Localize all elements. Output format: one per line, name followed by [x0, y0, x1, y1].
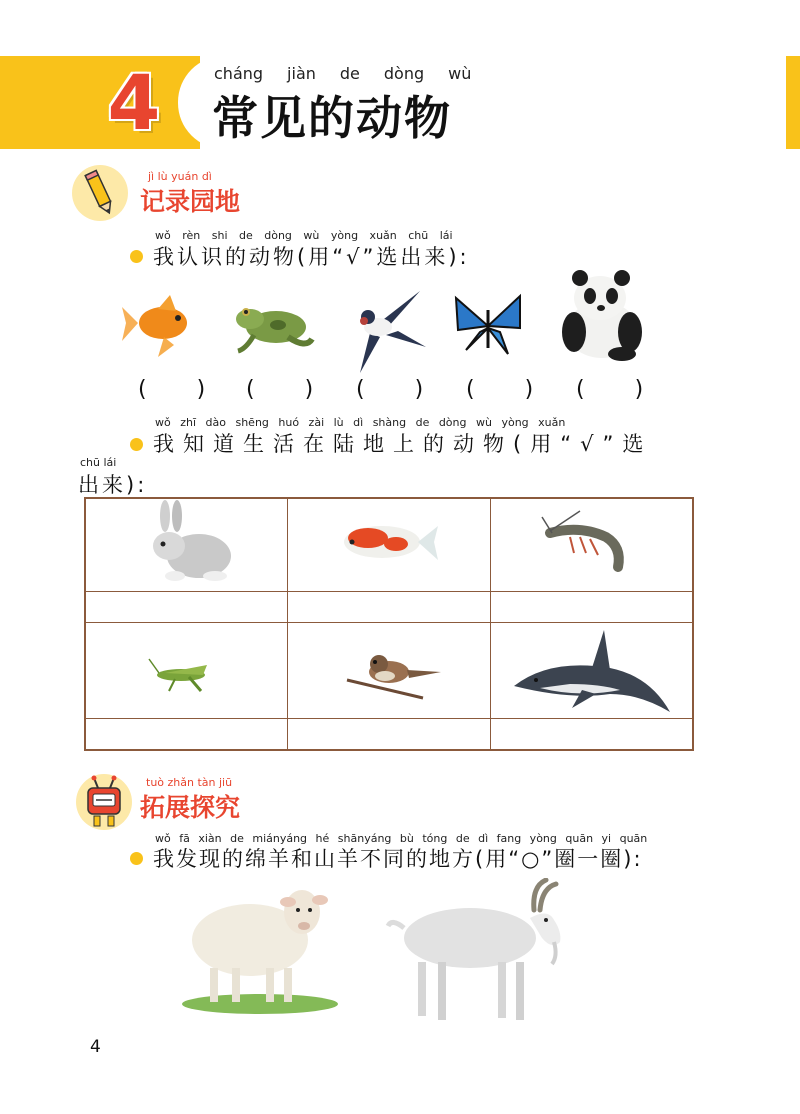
swallow-image — [340, 285, 430, 375]
koi-fish-image — [338, 512, 442, 570]
answer-cell-dolphin[interactable] — [491, 719, 692, 749]
question2-pinyin-line2: chū lái — [80, 456, 117, 469]
answer-cell-shrimp[interactable] — [491, 592, 692, 621]
question2-text-line2: 出来): — [78, 473, 148, 497]
grasshopper-image — [145, 655, 217, 695]
page-number: 4 — [90, 1037, 101, 1057]
question3-text: 我发现的绵羊和山羊不同的地方(用“○”圈一圈): — [153, 847, 643, 871]
goat-image — [382, 878, 582, 1024]
panda-image — [552, 262, 652, 362]
frog-image — [228, 295, 318, 360]
pencil-icon — [72, 165, 128, 221]
butterfly-image — [450, 292, 526, 360]
bullet-dot — [130, 852, 143, 865]
question1-text: 我认识的动物(用“√”选出来): — [153, 245, 470, 269]
answer-blank-swallow[interactable]: ( ) — [356, 377, 426, 402]
answer-blank-panda[interactable]: ( ) — [576, 377, 646, 402]
answer-cell-sparrow[interactable] — [288, 719, 489, 749]
header-banner-edge — [786, 56, 800, 149]
section-record-pinyin: jì lù yuán dì — [148, 170, 212, 183]
answer-cell-koi-fish[interactable] — [288, 592, 489, 621]
table-divider — [287, 497, 288, 751]
answer-cell-rabbit[interactable] — [86, 592, 286, 621]
dolphin-image — [510, 628, 676, 718]
page-title: 常见的动物 — [212, 91, 452, 145]
header-banner — [0, 56, 200, 149]
answer-blank-frog[interactable]: ( ) — [246, 377, 316, 402]
question2-text-line1: 我知道生活在陆地上的动物(用“√”选 — [153, 432, 653, 456]
table-divider — [84, 622, 694, 623]
answer-blank-butterfly[interactable]: ( ) — [466, 377, 536, 402]
section-explore-title: 拓展探究 — [140, 793, 241, 822]
sparrow-image — [345, 650, 445, 700]
shrimp-image — [540, 507, 632, 577]
section-record-title: 记录园地 — [140, 187, 241, 216]
robot-icon — [76, 774, 132, 830]
bullet-dot — [130, 438, 143, 451]
question3-pinyin: wǒ fā xiàn de miányáng hé shānyáng bù tóng de dì fang yòng quān yi quān — [155, 832, 648, 845]
goldfish-image — [118, 285, 208, 365]
sheep-image — [180, 876, 340, 1016]
question2-pinyin-line1: wǒ zhī dào shēng huó zài lù dì shàng de dòng wù yòng xuǎn — [155, 416, 566, 429]
lesson-number: 4 — [107, 58, 161, 147]
question1-pinyin: wǒ rèn shi de dòng wù yòng xuǎn chū lái — [155, 229, 453, 242]
answer-cell-grasshopper[interactable] — [86, 719, 286, 749]
title-pinyin: cháng jiàn de dòng wù — [214, 64, 472, 83]
section-explore-pinyin: tuò zhǎn tàn jiū — [146, 776, 233, 789]
answer-blank-goldfish[interactable]: ( ) — [138, 377, 208, 402]
rabbit-image — [145, 500, 237, 586]
table-divider — [490, 497, 491, 751]
bullet-dot — [130, 250, 143, 263]
